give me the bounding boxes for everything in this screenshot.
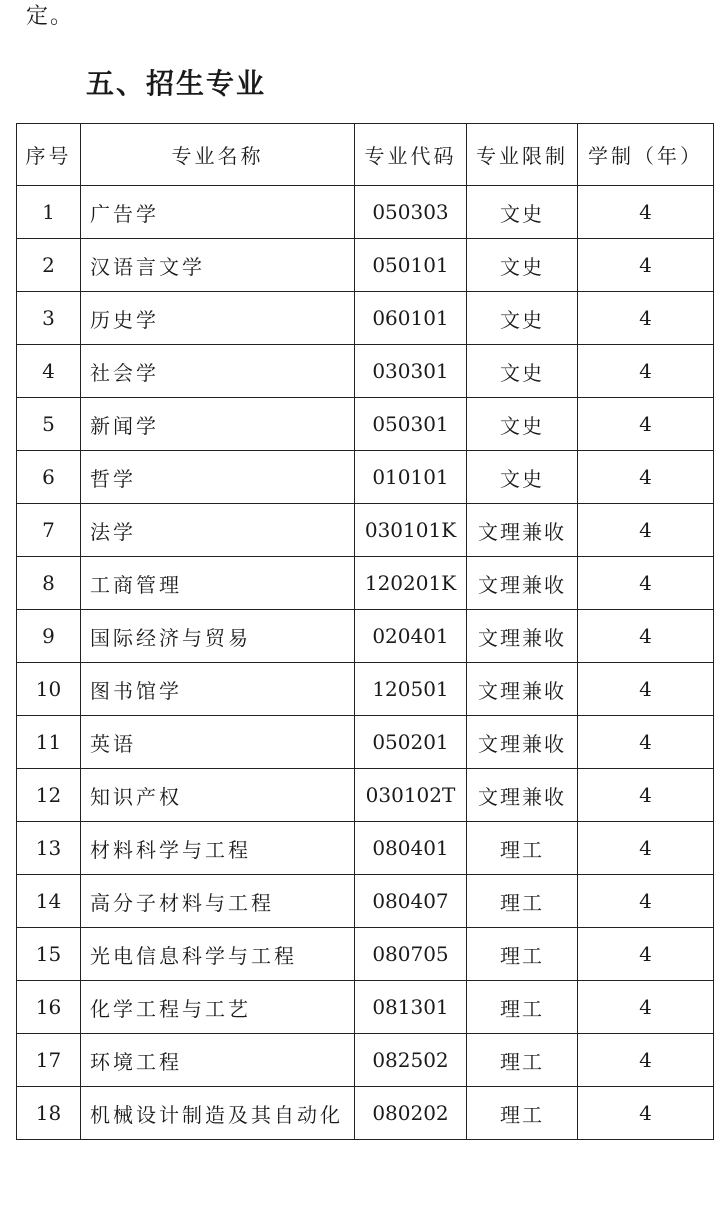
duration-cell: 4 <box>578 610 714 663</box>
table-row <box>17 663 714 716</box>
duration-cell: 4 <box>578 981 714 1034</box>
major-code-cell: 050201 <box>355 716 467 769</box>
table-row <box>17 398 714 451</box>
major-name-cell: 机械设计制造及其自动化 <box>81 1087 355 1140</box>
major-code-cell: 080202 <box>355 1087 467 1140</box>
table-row <box>17 610 714 663</box>
table-row <box>17 186 714 239</box>
major-name-cell: 汉语言文学 <box>81 239 355 292</box>
major-name-cell: 社会学 <box>81 345 355 398</box>
major-code-cell: 010101 <box>355 451 467 504</box>
major-name-cell: 哲学 <box>81 451 355 504</box>
table-row <box>17 981 714 1034</box>
row-index-cell: 12 <box>17 769 81 822</box>
major-restriction-cell: 理工 <box>467 875 578 928</box>
row-index-cell: 8 <box>17 557 81 610</box>
row-index-cell: 15 <box>17 928 81 981</box>
row-index-cell: 1 <box>17 186 81 239</box>
duration-cell: 4 <box>578 345 714 398</box>
major-code-cell: 060101 <box>355 292 467 345</box>
major-code-cell: 120201K <box>355 557 467 610</box>
row-index-cell: 10 <box>17 663 81 716</box>
row-index-cell: 9 <box>17 610 81 663</box>
duration-cell: 4 <box>578 716 714 769</box>
duration-cell: 4 <box>578 292 714 345</box>
duration-cell: 4 <box>578 239 714 292</box>
major-code-cell: 081301 <box>355 981 467 1034</box>
row-index-cell: 5 <box>17 398 81 451</box>
row-index-cell: 3 <box>17 292 81 345</box>
major-code-cell: 080401 <box>355 822 467 875</box>
major-name-cell: 历史学 <box>81 292 355 345</box>
table-body <box>17 186 714 1140</box>
row-index-cell: 4 <box>17 345 81 398</box>
row-index-cell: 7 <box>17 504 81 557</box>
major-name-cell: 工商管理 <box>81 557 355 610</box>
major-restriction-cell: 文史 <box>467 345 578 398</box>
row-index-cell: 11 <box>17 716 81 769</box>
major-name-cell: 材料科学与工程 <box>81 822 355 875</box>
row-index-cell: 16 <box>17 981 81 1034</box>
major-name-cell: 光电信息科学与工程 <box>81 928 355 981</box>
row-index-cell: 2 <box>17 239 81 292</box>
major-code-cell: 030301 <box>355 345 467 398</box>
header-index: 序号 <box>17 124 81 186</box>
major-code-cell: 030102T <box>355 769 467 822</box>
duration-cell: 4 <box>578 1034 714 1087</box>
major-restriction-cell: 理工 <box>467 1034 578 1087</box>
table-row <box>17 504 714 557</box>
major-name-cell: 新闻学 <box>81 398 355 451</box>
duration-cell: 4 <box>578 398 714 451</box>
table-row <box>17 875 714 928</box>
major-restriction-cell: 文理兼收 <box>467 716 578 769</box>
major-restriction-cell: 文理兼收 <box>467 663 578 716</box>
table-row <box>17 557 714 610</box>
duration-cell: 4 <box>578 769 714 822</box>
major-code-cell: 120501 <box>355 663 467 716</box>
table-row <box>17 769 714 822</box>
row-index-cell: 18 <box>17 1087 81 1140</box>
major-name-cell: 英语 <box>81 716 355 769</box>
major-restriction-cell: 文理兼收 <box>467 769 578 822</box>
major-restriction-cell: 文史 <box>467 451 578 504</box>
table-row <box>17 292 714 345</box>
major-name-cell: 广告学 <box>81 186 355 239</box>
major-restriction-cell: 文史 <box>467 186 578 239</box>
major-code-cell: 020401 <box>355 610 467 663</box>
header-major-name: 专业名称 <box>81 124 355 186</box>
duration-cell: 4 <box>578 875 714 928</box>
table-header-row <box>17 124 714 186</box>
duration-cell: 4 <box>578 928 714 981</box>
row-index-cell: 13 <box>17 822 81 875</box>
table-row <box>17 1034 714 1087</box>
duration-cell: 4 <box>578 822 714 875</box>
table-row <box>17 716 714 769</box>
major-name-cell: 国际经济与贸易 <box>81 610 355 663</box>
major-name-cell: 高分子材料与工程 <box>81 875 355 928</box>
table-row <box>17 239 714 292</box>
duration-cell: 4 <box>578 186 714 239</box>
major-name-cell: 知识产权 <box>81 769 355 822</box>
previous-page-text: 定。 <box>26 4 75 29</box>
duration-cell: 4 <box>578 663 714 716</box>
major-code-cell: 050303 <box>355 186 467 239</box>
major-code-cell: 050101 <box>355 239 467 292</box>
major-restriction-cell: 文理兼收 <box>467 557 578 610</box>
major-restriction-cell: 理工 <box>467 822 578 875</box>
major-code-cell: 080705 <box>355 928 467 981</box>
major-code-cell: 030101K <box>355 504 467 557</box>
duration-cell: 4 <box>578 557 714 610</box>
major-restriction-cell: 理工 <box>467 981 578 1034</box>
row-index-cell: 17 <box>17 1034 81 1087</box>
duration-cell: 4 <box>578 451 714 504</box>
header-major-code: 专业代码 <box>355 124 467 186</box>
major-name-cell: 化学工程与工艺 <box>81 981 355 1034</box>
row-index-cell: 14 <box>17 875 81 928</box>
header-major-restriction: 专业限制 <box>467 124 578 186</box>
major-restriction-cell: 文史 <box>467 239 578 292</box>
major-code-cell: 082502 <box>355 1034 467 1087</box>
table-row <box>17 822 714 875</box>
major-restriction-cell: 文史 <box>467 398 578 451</box>
duration-cell: 4 <box>578 504 714 557</box>
major-name-cell: 环境工程 <box>81 1034 355 1087</box>
majors-table <box>16 123 714 1140</box>
major-name-cell: 图书馆学 <box>81 663 355 716</box>
row-index-cell: 6 <box>17 451 81 504</box>
table-row <box>17 928 714 981</box>
duration-cell: 4 <box>578 1087 714 1140</box>
major-restriction-cell: 理工 <box>467 1087 578 1140</box>
major-name-cell: 法学 <box>81 504 355 557</box>
section-heading: 五、招生专业 <box>86 67 267 100</box>
major-restriction-cell: 文史 <box>467 292 578 345</box>
major-restriction-cell: 理工 <box>467 928 578 981</box>
table-row <box>17 1087 714 1140</box>
table-row <box>17 451 714 504</box>
major-code-cell: 050301 <box>355 398 467 451</box>
major-restriction-cell: 文理兼收 <box>467 504 578 557</box>
table-row <box>17 345 714 398</box>
header-duration: 学制（年） <box>578 124 714 186</box>
major-code-cell: 080407 <box>355 875 467 928</box>
major-restriction-cell: 文理兼收 <box>467 610 578 663</box>
